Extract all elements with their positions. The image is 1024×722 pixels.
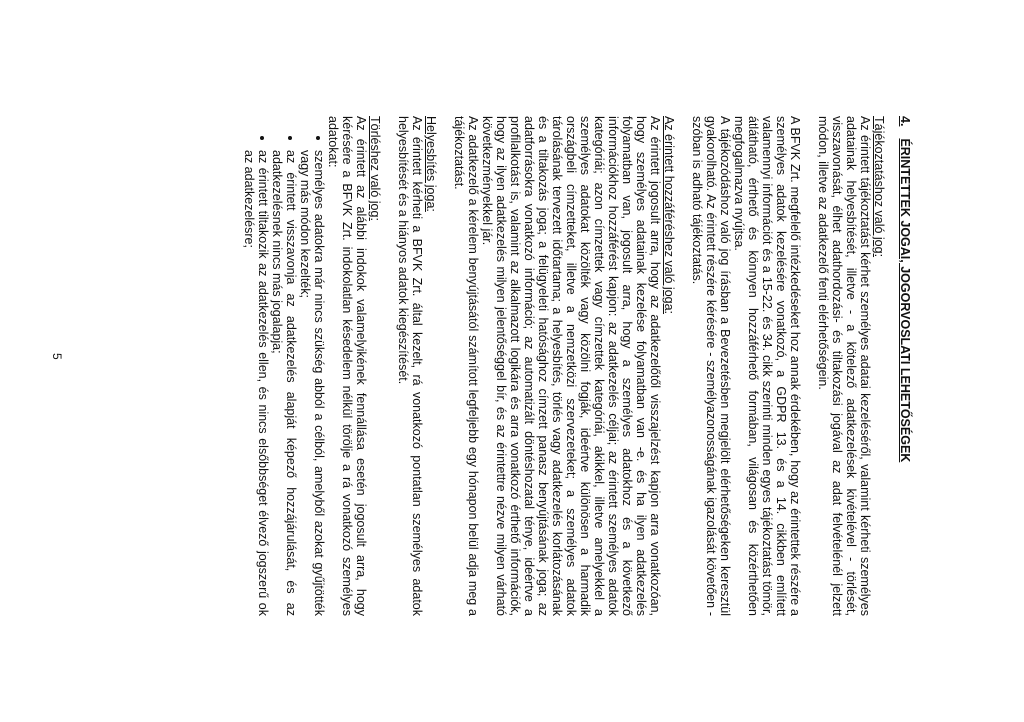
erasure-reasons-list [242, 116, 326, 616]
document-body [242, 116, 912, 616]
subsection-title-erasure: Törléshez való jog: [368, 116, 382, 221]
paragraph: A BFVK Zrt. megfelelő intézkedéseket hoz annak érdekében, hogy az érintettek részére a személyes adatok kezelésére vonatkozó, a GDPR 13. és a 14. cikkben említett valamennyi információt és a 15-22. és 34. cikk szerinti minden egyes tájékoztatást tömör, átlátható, érthető és könnyen hozzáférhető formában, világosan és közérthetően megfogalmazva nyújtsa. [732, 116, 802, 616]
section-heading [898, 116, 912, 616]
page-number: 5 [50, 353, 64, 360]
paragraph: Az érintett az alábbi indokok valamelyikének fennállása esetén jogosult arra, hogy kérésére a BFVK Zrt. indokolatlan késedelem nélkül törölje a rá vonatkozó személyes adatokat: [326, 116, 368, 616]
list-item: • az érintett visszavonja az adatkezelés alapját képező hozzájárulását, és az adatkezelésnek nincs más jogalapja; [270, 150, 298, 616]
paragraph: Az érintett jogosult arra, hogy az adatkezelőtől visszajelzést kapjon arra vonatkozóan, hogy személyes adatainak kezelése folyamatban van -e. és ha ilyen adatkezelés folyamatban van, jogosult arra, hogy a személyes adatokhoz és a következő információkhoz hozzáférést kapjon: az adatkezelés céljai; az érintett személyes adatok kategóriái; azon címzettek vagy címzettek kategóriái, akikkel, illetve amelyekkel a személyes adatokat közölték vagy közölni fogják, ideértve különösen a harmadik országbeli címzetteket, illetve a nemzetközi szervezeteket; a személyes adatok tárolásának tervezett időtartama; a helyesbítés, törlés vagy adatkezelés korlátozásának és a tiltakozás joga; a felügyeleti hatósághoz címzett panasz benyújtásának joga; az adatforrásokra vonatkozó információ; az automatizált döntéshozatal ténye, ideértve a profilalkotást is, valamint az alkalmazott logikára és arra vonatkozó érthető információk, hogy az ilyen adatkezelés milyen jelentőséggel bír, és az érintettre nézve milyen várható következményekkel jár. [480, 116, 662, 616]
list-item: • személyes adatokra már nincs szükség abból a célból, amelyből azokat gyűjtötték vagy más módon kezelték; [298, 150, 326, 616]
subsection-title-access: Az érintett hozzáféréshez való joga: [662, 116, 676, 315]
list-item: • az érintett tiltakozik az adatkezelés ellen, és nincs elsőbbséget élvező jogszerű ok az adatkezelésre; [242, 150, 270, 616]
paragraph: Az érintett tájékoztatást kérhet személyes adatai kezeléséről, valamint kérheti személyes adatainak helyesbítését, illetve - a kötelező adatkezelések kivételével - törlését, visszavonását, élhet adathordozási- és tiltakozási jogával az adat felvételénél jelzett módon, illetve az adatkezelő fenti elérhetőségein. [816, 116, 872, 616]
subsection-title-information: Tájékoztatáshoz való jog: [872, 116, 886, 258]
section-number: 4. [898, 116, 912, 127]
paragraph: Az érintett kérheti a BFVK Zrt. által kezelt, rá vonatkozó pontatlan személyes adatok helyesbítését és a hiányos adatok kiegészítését. [396, 116, 424, 616]
paragraph: Az adatkezelő a kérelem benyújtásától számított legfeljebb egy hónapon belül adja meg a tájékoztatást. [452, 116, 480, 616]
paragraph: A tájékozódáshoz való jog írásban a Bevezetésben megjelölt elérhetőségeken keresztül gyakorolható. Az érintett részére kérésére - személyazonosságának igazolását követően - szóban is adható tájékoztatás. [690, 116, 732, 616]
section-title: ÉRINTETTEK JOGAI, JOGORVOSLATI LEHETŐSÉGEK [898, 138, 912, 463]
subsection-title-rectification: Helyesbítés joga: [424, 116, 438, 212]
